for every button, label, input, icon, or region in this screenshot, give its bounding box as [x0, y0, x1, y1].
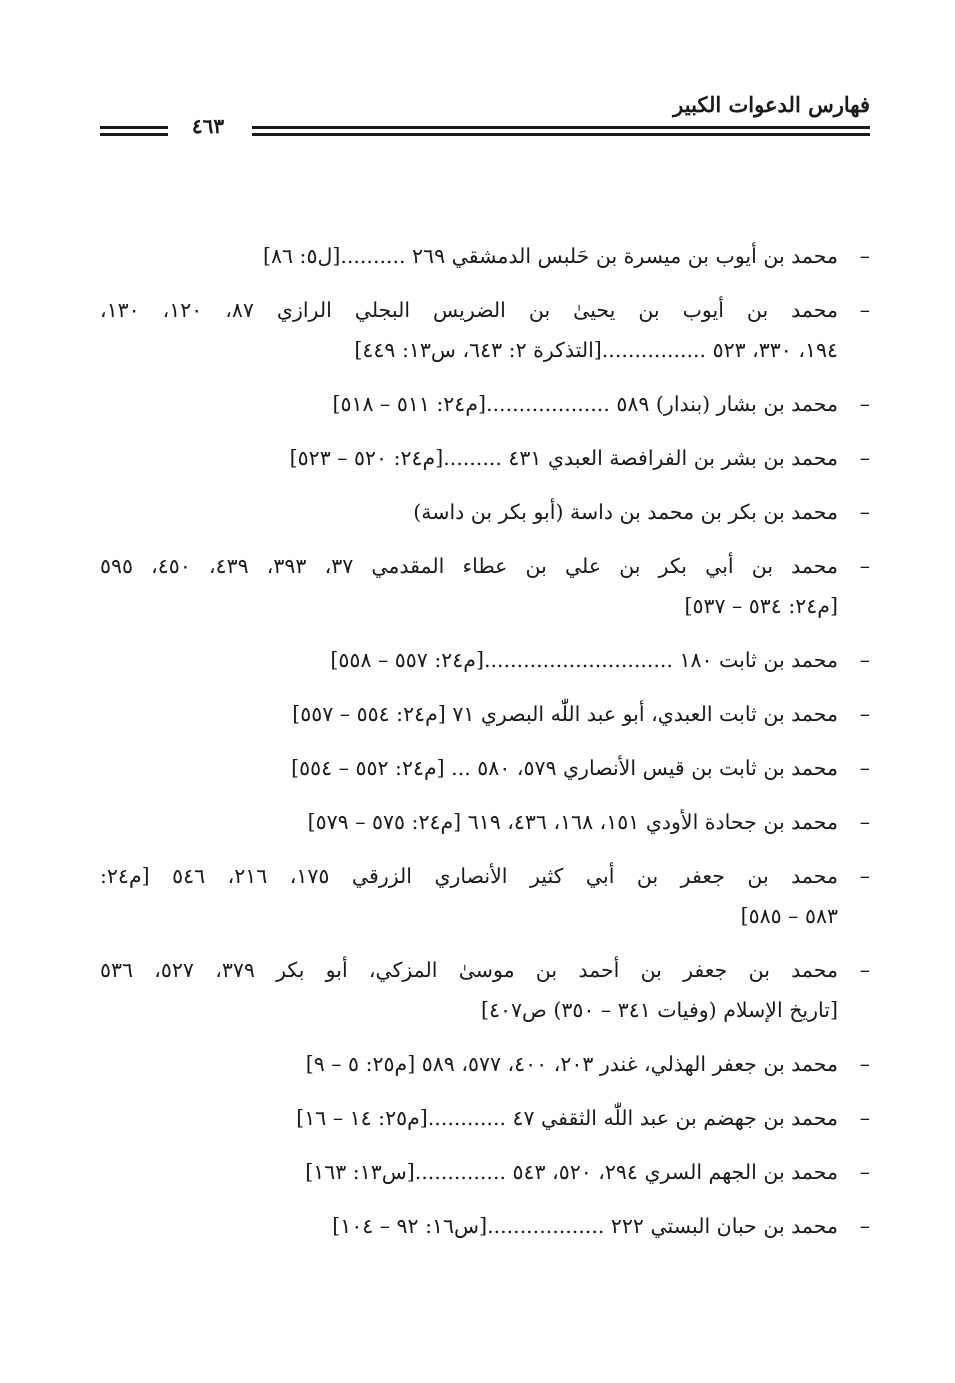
entry-dash: – [859, 392, 870, 416]
index-entry [100, 1206, 870, 1246]
entry-line: محمد بن جعفر بن أحمد بن موسىٰ المزكي، أبو بكر ٣٧٩، ٥٢٧، ٥٣٦ [100, 958, 838, 982]
index-entry [100, 748, 870, 788]
index-entry [100, 640, 870, 680]
entry-line: ٥٨٣ – ٥٨٥] [740, 904, 838, 928]
entry-line: محمد بن ثابت العبدي، أبو عبد اللّٰه البصري ٧١ [م٢٤: ٥٥٤ – ٥٥٧] [292, 702, 838, 726]
index-entry [100, 950, 870, 1030]
header-rule-left-top [100, 126, 168, 129]
index-entry [100, 694, 870, 734]
entry-line: محمد بن جحادة الأودي ١٥١، ١٦٨، ٤٣٦، ٦١٩ [م٢٤: ٥٧٥ – ٥٧٩] [307, 810, 838, 834]
running-title: فهارس الدعوات الكبير [673, 92, 870, 117]
header-rule-left-bottom [100, 133, 168, 136]
header-rule-right-bottom [252, 133, 870, 136]
entry-dash: – [859, 298, 870, 322]
page-number: ٤٦٣ [191, 114, 225, 138]
index-entry [100, 290, 870, 370]
entry-line: محمد بن حبان البستي ٢٢٢ ..................[س١٦: ٩٢ – ١٠٤] [332, 1214, 838, 1238]
entry-line: محمد بن جهضم بن عبد اللّٰه الثقفي ٤٧ ............[م٢٥: ١٤ – ١٦] [296, 1106, 838, 1130]
index-entry [100, 236, 870, 276]
entry-line: محمد بن ثابت بن قيس الأنصاري ٥٧٩، ٥٨٠ ... [م٢٤: ٥٥٢ – ٥٥٤] [291, 756, 838, 780]
entry-dash: – [859, 446, 870, 470]
entry-dash: – [859, 554, 870, 578]
entry-dash: – [859, 1052, 870, 1076]
entry-dash: – [859, 500, 870, 524]
index-entry [100, 384, 870, 424]
entry-dash: – [859, 648, 870, 672]
entry-line: محمد بن بكر بن محمد بن داسة (أبو بكر بن داسة) [413, 500, 838, 524]
page-header [100, 88, 870, 148]
index-entry [100, 1044, 870, 1084]
entry-dash: – [859, 810, 870, 834]
entry-line: محمد بن جعفر بن أبي كثير الأنصاري الزرقي ١٧٥، ٢١٦، ٥٤٦ [م٢٤: [100, 864, 838, 888]
entry-dash: – [859, 702, 870, 726]
entry-line: محمد بن ثابت ١٨٠ .............................[م٢٤: ٥٥٧ – ٥٥٨] [330, 648, 838, 672]
index-entry [100, 438, 870, 478]
entry-dash: – [859, 1160, 870, 1184]
entry-dash: – [859, 244, 870, 268]
entry-dash: – [859, 756, 870, 780]
index-entries [100, 236, 870, 1260]
entry-dash: – [859, 958, 870, 982]
entry-dash: – [859, 1214, 870, 1238]
entry-line: محمد بن أيوب بن يحيىٰ بن الضريس البجلي الرازي ٨٧، ١٢٠، ١٣٠، [100, 298, 838, 322]
index-entry [100, 546, 870, 626]
index-entry [100, 1152, 870, 1192]
header-rule-right-top [252, 126, 870, 129]
index-entry [100, 1098, 870, 1138]
entry-line: محمد بن الجهم السري ٢٩٤، ٥٢٠، ٥٤٣ ..............[س١٣: ١٦٣] [305, 1160, 838, 1184]
entry-dash: – [859, 1106, 870, 1130]
index-entry [100, 802, 870, 842]
entry-line: [م٢٤: ٥٣٤ – ٥٣٧] [684, 594, 838, 618]
entry-line: محمد بن جعفر الهذلي، غندر ٢٠٣، ٤٠٠، ٥٧٧، ٥٨٩ [م٢٥: ٥ – ٩] [305, 1052, 838, 1076]
entry-line: محمد بن أبي بكر بن علي بن عطاء المقدمي ٣٧، ٣٩٣، ٤٣٩، ٤٥٠، ٥٩٥ [100, 554, 838, 578]
entry-line: محمد بن أيوب بن ميسرة بن حَلبس الدمشقي ٢٦٩ ..........[ل٥: ٨٦] [262, 244, 838, 268]
entry-line: محمد بن بشر بن الفرافصة العبدي ٤٣١ .........[م٢٤: ٥٢٠ – ٥٢٣] [289, 446, 838, 470]
entry-dash: – [859, 864, 870, 888]
entry-line: ١٩٤، ٣٣٠، ٥٢٣ ................[التذكرة ٢: ٦٤٣، س١٣: ٤٤٩] [354, 338, 838, 362]
entry-line: محمد بن بشار (بندار) ٥٨٩ ...................[م٢٤: ٥١١ – ٥١٨] [332, 392, 838, 416]
index-entry [100, 856, 870, 936]
entry-line: [تاريخ الإسلام (وفيات ٣٤١ – ٣٥٠) ص٤٠٧] [480, 998, 838, 1022]
index-entry [100, 492, 870, 532]
